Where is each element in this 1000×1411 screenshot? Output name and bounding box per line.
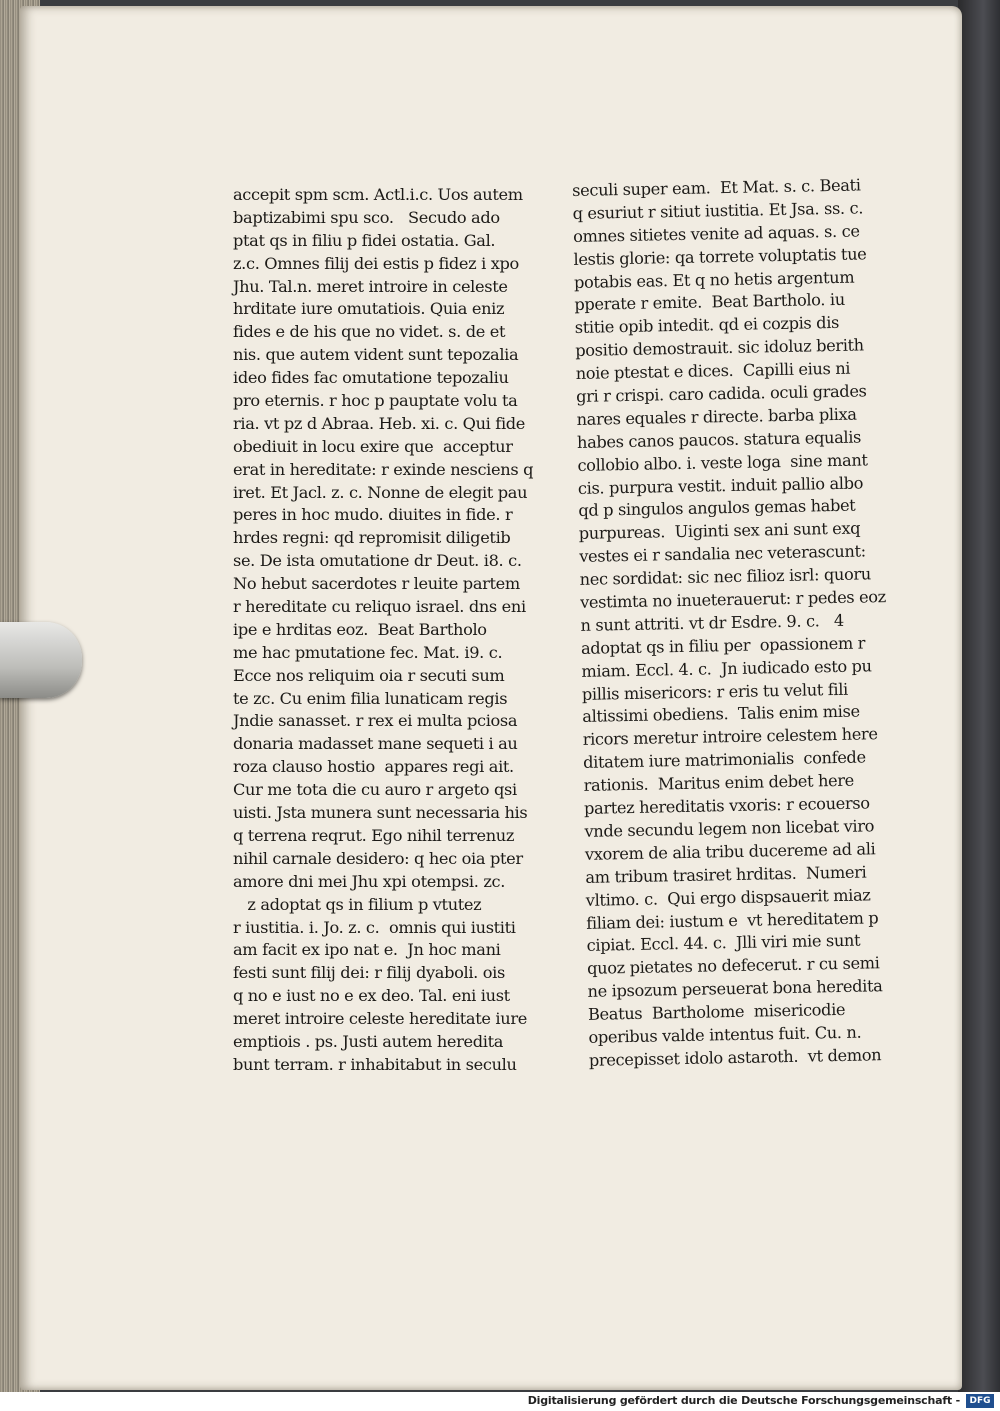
text-line: vestes ei r sandalia nec veterascunt: bbox=[579, 541, 866, 567]
text-line: gri r crispi. caro cadida. oculi grades bbox=[575, 381, 867, 406]
text-line: vxorem de alia tribu ducereme ad ali bbox=[584, 839, 876, 864]
text-line: Beatus Bartholome misericodie bbox=[587, 999, 846, 1024]
text-line: q terrena reqrut. Ego nihil terrenuz bbox=[233, 825, 515, 845]
text-line: positio demostrauit. sic idoluz berith bbox=[575, 335, 864, 361]
text-line: ipe e hrditas eoz. Beat Bartholo bbox=[233, 619, 487, 639]
book-page bbox=[20, 6, 962, 1390]
text-line: collobio albo. i. veste loga sine mant bbox=[577, 450, 868, 475]
text-line: cipiat. Eccl. 44. c. Jlli viri mie sunt bbox=[586, 931, 861, 956]
text-line: vnde secundu legem non licebat viro bbox=[584, 816, 875, 841]
text-line: bunt terram. r inhabitabut in seculu bbox=[233, 1054, 517, 1074]
text-line: amore dni mei Jhu xpi otempsi. zc. bbox=[233, 871, 506, 891]
text-line: pro eternis. r hoc p pauptate volu ta bbox=[233, 391, 518, 411]
text-line: potabis eas. Et q no hetis argentum bbox=[573, 267, 855, 292]
text-line: Jndie sanasset. r rex ei multa pciosa bbox=[233, 711, 518, 731]
text-line: r hereditate cu reliquo israel. dns eni bbox=[233, 597, 526, 617]
text-line: nec sordidat: sic nec filioz isrl: quoru bbox=[579, 564, 872, 590]
text-line: festi sunt filij dei: r filij dyaboli. ois bbox=[233, 963, 505, 983]
text-line: baptizabimi spu sco. Secudo ado bbox=[233, 207, 500, 227]
text-line: te zc. Cu enim filia lunaticam regis bbox=[233, 688, 508, 708]
text-line: am tribum trasiret hrditas. Numeri bbox=[585, 862, 867, 887]
text-line: ricors meretur introire celestem here bbox=[582, 724, 878, 750]
text-line: fides e de his que no videt. s. de et bbox=[233, 322, 506, 342]
text-line: qd p singulos angulos gemas habet bbox=[578, 496, 856, 521]
dfg-logo: DFG bbox=[966, 1394, 994, 1408]
text-line: nares equales r directe. barba plixa bbox=[576, 404, 857, 429]
text-column-right bbox=[572, 174, 925, 1073]
text-line: partez hereditatis vxoris: r ecouerso bbox=[583, 793, 870, 818]
text-line: ria. vt pz d Abraa. Heb. xi. c. Qui fide bbox=[233, 413, 526, 433]
text-line: hrdes regni: qd repromisit diligetib bbox=[233, 528, 511, 548]
text-line: operibus valde intentus fuit. Cu. n. bbox=[588, 1022, 862, 1047]
text-line: roza clauso hostio appares regi ait. bbox=[233, 757, 514, 777]
text-column-left bbox=[233, 184, 563, 1077]
text-line: Jhu. Tal.n. meret introire in celeste bbox=[233, 276, 508, 296]
text-line: ditatem iure matrimonialis confede bbox=[583, 747, 866, 773]
text-line: vltimo. c. Qui ergo dispsauerit miaz bbox=[585, 885, 871, 910]
book-spine-shadow bbox=[958, 0, 1000, 1392]
text-line: accepit spm scm. Actl.i.c. Uos autem bbox=[233, 185, 523, 204]
text-line: pillis misericors: r eris tu velut fili bbox=[581, 679, 849, 704]
text-line: miam. Eccl. 4. c. Jn iudicado esto pu bbox=[581, 656, 872, 681]
text-line: ideo fides fac omutatione tepozaliu bbox=[233, 368, 509, 388]
text-line: hrditate iure omutatiois. Quia eniz bbox=[233, 299, 505, 319]
text-line: iret. Et Jacl. z. c. Nonne de elegit pau bbox=[233, 482, 528, 502]
text-line: precepisset idolo astaroth. vt demon bbox=[588, 1045, 882, 1070]
text-line: seculi super eam. Et Mat. s. c. Beati bbox=[572, 175, 861, 200]
text-line: erat in hereditate: r exinde nesciens q bbox=[233, 459, 534, 479]
text-line: q esuriut r sitiut iustitia. Et Jsa. ss. c. bbox=[572, 198, 864, 223]
text-line: vestimta no inueterauerut: r pedes eoz bbox=[579, 587, 887, 612]
page-clip bbox=[0, 622, 82, 698]
text-line: altissimi obediens. Talis enim mise bbox=[582, 702, 860, 727]
text-line: peres in hoc mudo. diuites in fide. r bbox=[233, 505, 513, 525]
text-line: nihil carnale desidero: q hec oia pter bbox=[233, 848, 523, 868]
text-line: pperate r emite. Beat Bartholo. iu bbox=[574, 290, 846, 315]
text-line: No hebut sacerdotes r leuite partem bbox=[233, 574, 520, 594]
text-line: quoz pietates no defecerut. r cu semi bbox=[586, 953, 880, 979]
text-line: stitie opib intedit. qd ei cozpis dis bbox=[574, 313, 840, 338]
text-line: ptat qs in filiu p fidei ostatia. Gal. bbox=[233, 230, 496, 250]
text-line: q no e iust no e ex deo. Tal. eni iust bbox=[233, 986, 510, 1006]
text-line: lestis glorie: qa torrete voluptatis tue bbox=[573, 244, 867, 269]
text-line: noie ptestat e dices. Capilli eius ni bbox=[575, 358, 851, 384]
text-line: rationis. Maritus enim debet here bbox=[583, 770, 855, 796]
text-line: n sunt attriti. vt dr Esdre. 9. c. 4 bbox=[580, 610, 844, 635]
text-line: z adoptat qs in filium p vtutez bbox=[233, 894, 482, 914]
text-line: am facit ex ipo nat e. Jn hoc mani bbox=[233, 940, 501, 960]
footer-bar bbox=[0, 1392, 1000, 1411]
text-line: donaria madasset mane sequeti i au bbox=[233, 734, 518, 754]
text-line: filiam dei: iustum e vt hereditatem p bbox=[586, 907, 879, 933]
text-line: uisti. Jsta munera sunt necessaria his bbox=[233, 803, 528, 823]
text-line: me hac pmutatione fec. Mat. i9. c. bbox=[233, 642, 503, 662]
text-line: obediuit in locu exire que acceptur bbox=[233, 436, 513, 456]
text-line: adoptat qs in filiu per opassionem r bbox=[580, 633, 866, 658]
text-line: ne ipsozum perseuerat bona heredita bbox=[587, 976, 883, 1002]
text-line: nis. que autem vident sunt tepozalia bbox=[233, 345, 519, 365]
text-line: omnes sitietes venite ad aquas. s. ce bbox=[572, 221, 860, 246]
text-line: purpureas. Uiginti sex ani sunt exq bbox=[578, 518, 861, 544]
text-line: Cur me tota die cu auro r argeto qsi bbox=[233, 780, 517, 800]
text-line: meret introire celeste hereditate iure bbox=[233, 1009, 527, 1029]
funding-notice: Digitalisierung gefördert durch die Deutsche Forschungsgemeinschaft - bbox=[527, 1394, 960, 1407]
text-line: se. De ista omutatione dr Deut. i8. c. bbox=[233, 551, 522, 571]
text-line: emptiois . ps. Justi autem heredita bbox=[233, 1031, 504, 1051]
text-line: z.c. Omnes filij dei estis p fidez i xpo bbox=[233, 253, 519, 273]
text-line: habes canos paucos. statura equalis bbox=[576, 427, 862, 452]
text-line: Ecce nos reliquim oia r secuti sum bbox=[233, 665, 505, 685]
text-line: r iustitia. i. Jo. z. c. omnis qui iustiti bbox=[233, 917, 516, 937]
text-line: cis. purpura vestit. induit pallio albo bbox=[577, 473, 864, 498]
